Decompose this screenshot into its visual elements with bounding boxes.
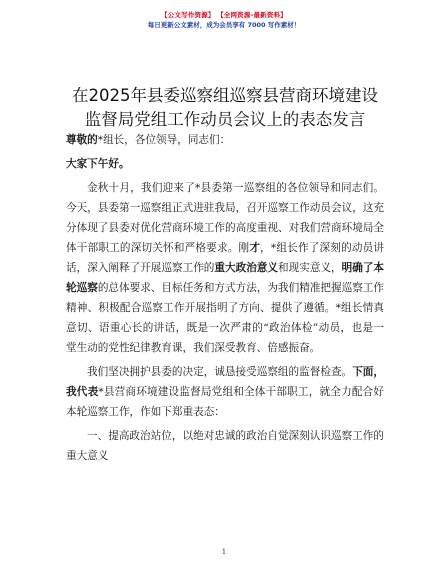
greeting: 大家下午好。: [66, 158, 130, 170]
document-body: [66, 130, 384, 466]
document-title: 在2025年县委巡察组巡察县营商环境建设监督局党组工作动员会议上的表态发言: [72, 86, 378, 129]
banner-line-membership: 每日更新公文素材，成为会员享有 7000 写作素材！: [147, 21, 301, 29]
para1-bold-3: 明确了本轮巡察: [66, 262, 385, 294]
page-number: 1: [221, 548, 227, 556]
paragraph-1: [66, 178, 384, 358]
header-banner: [0, 10, 448, 30]
banner-line-promo: 【公文写作资源】 【全网资源-最新资料】: [161, 11, 287, 19]
paragraph-2: [66, 362, 384, 422]
para1-text-4: 的总体要求、目标任务和方式方法，为我们精准把握巡察工作精神、积极配合巡察工作开展指明了方向、提供了遵循。*组长情真意切、语重心长的讲话，既是一次严肃的“政治体检”动员，也是一堂生动的党性纪律教育课，我们深受教育、倍感振奋。: [66, 282, 385, 354]
salutation: [66, 130, 384, 150]
para1-text-1: 金秋十月，我们迎来了*县委第一巡察组的各位领导和同志们。今天，县委第一巡察组正式进驻我局，召开巡察工作动员会议，这充分体现了县委对优化营商环境工作的高度重视、对我们营商环境局全体干部职工的深切关怀和严格要求。刚: [66, 182, 384, 254]
salutation-rest: *组长，各位领导，同志们：: [97, 134, 231, 146]
salutation-prefix: 尊敬的: [66, 134, 98, 146]
para1-text-2: ，*组长作了深刻的动员讲话，深入阐释了开展巡察工作的: [66, 242, 385, 274]
section-heading-1: 一、提高政治站位，以绝对忠诚的政治自觉深刻认识巡察工作的重大意义: [66, 430, 384, 462]
para2-bold-1: 下面，我代表: [66, 366, 385, 398]
para2-text-1: 我们坚决拥护县委的决定，诚恳接受巡察组的监督检查。: [87, 366, 353, 378]
para1-bold-1: 才: [249, 242, 261, 254]
para1-bold-2: 重大政治意义: [214, 262, 279, 274]
para1-text-3: 和现实意义，: [278, 262, 342, 274]
para2-text-2: *县营商环境建设监督局党组和全体干部职工，就全力配合好本轮巡察工作，作如下郑重表态：: [66, 386, 385, 418]
